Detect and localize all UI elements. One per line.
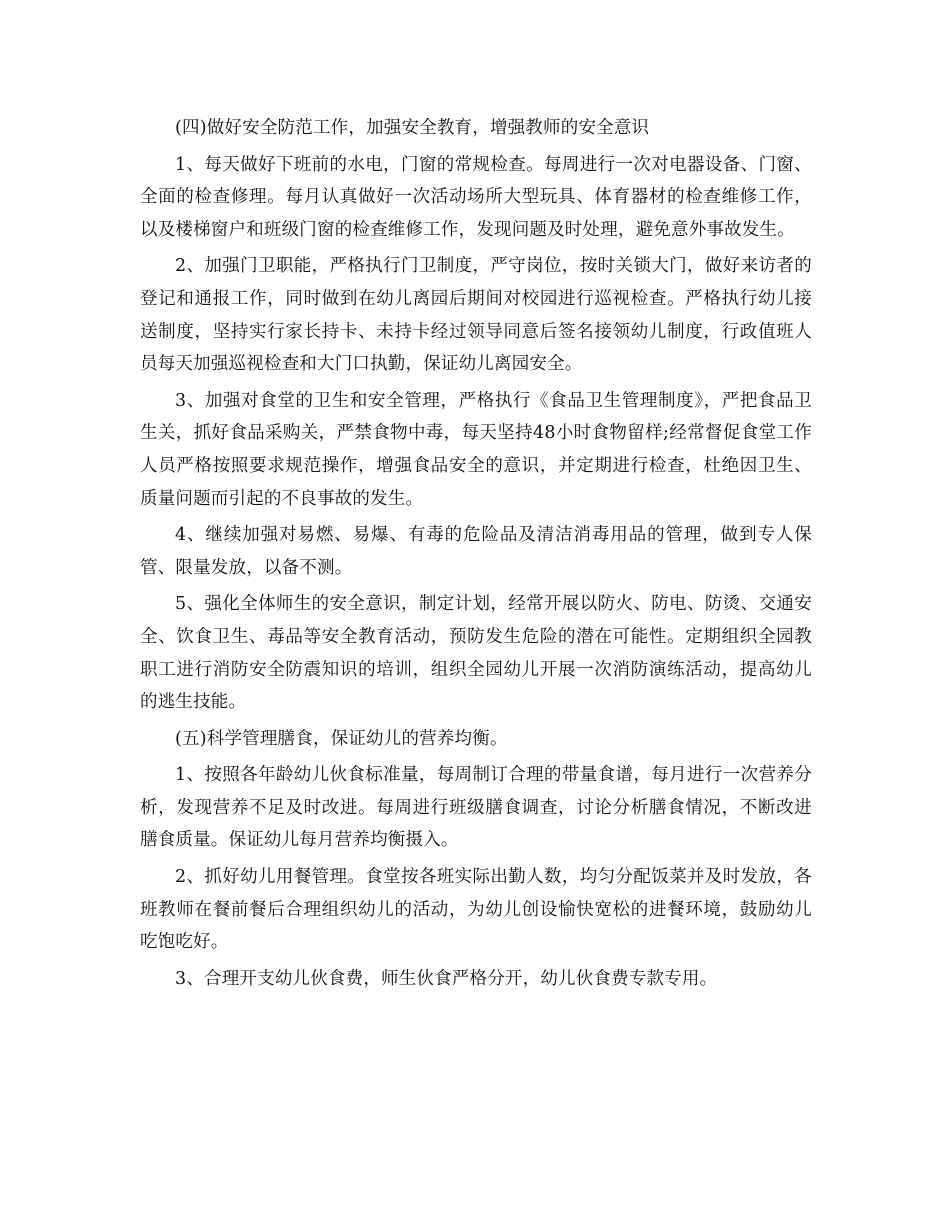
document-body <box>140 112 812 999</box>
paragraph-7: 2、抓好幼儿用餐管理。食堂按各班实际出勤人数，均匀分配饭菜并及时发放，各班教师在餐前餐后合理组织幼儿的活动，为幼儿创设愉快宽松的进餐环境，鼓励幼儿吃饱吃好。 <box>140 867 812 953</box>
paragraph-3: 3、加强对食堂的卫生和安全管理，严格执行《食品卫生管理制度》，严把食品卫生关，抓好食品采购关，严禁食物中毒，每天坚持48小时食物留样;经常督促食堂工作人员严格按照要求规范操作，增强食品安全的意识，并定期进行检查，杜绝因卫生、质量问题而引起的不良事故的发生。 <box>140 390 812 509</box>
paragraph-8: 3、合理开支幼儿伙食费，师生伙食严格分开，幼儿伙食费专款专用。 <box>175 968 718 989</box>
paragraph-5: 5、强化全体师生的安全意识，制定计划，经常开展以防火、防电、防烫、交通安全、饮食卫生、毒品等安全教育活动，预防发生危险的潜在可能性。定期组织全园教职工进行消防安全防震知识的培训，组织全园幼儿开展一次消防演练活动，提高幼儿的逃生技能。 <box>140 594 812 713</box>
section-heading-five: (五)科学管理膳食，保证幼儿的营养均衡。 <box>175 728 508 749</box>
paragraph-4: 4、继续加强对易燃、易爆、有毒的危险品及清洁消毒用品的管理，做到专人保管、限量发放，以备不测。 <box>140 525 812 578</box>
section-heading-four: (四)做好安全防范工作，加强安全教育，增强教师的安全意识 <box>175 118 650 138</box>
paragraph-6: 1、按照各年龄幼儿伙食标准量，每周制订合理的带量食谱，每月进行一次营养分析，发现营养不足及时改进。每周进行班级膳食调查，讨论分析膳食情况，不断改进膳食质量。保证幼儿每月营养均衡摄入。 <box>140 765 812 851</box>
paragraph-1: 1、每天做好下班前的水电，门窗的常规检查。每周进行一次对电器设备、门窗、全面的检查修理。每月认真做好一次活动场所大型玩具、体育器材的检查维修工作，以及楼梯窗户和班级门窗的检查维修工作，发现问题及时处理，避免意外事故发生。 <box>140 154 812 240</box>
paragraph-2: 2、加强门卫职能，严格执行门卫制度，严守岗位，按时关锁大门，做好来访者的登记和通报工作，同时做到在幼儿离园后期间对校园进行巡视检查。严格执行幼儿接送制度，坚持实行家长持卡、未持卡经过领导同意后签名接领幼儿制度，行政值班人员每天加强巡视检查和大门口执勤，保证幼儿离园安全。 <box>140 256 812 375</box>
